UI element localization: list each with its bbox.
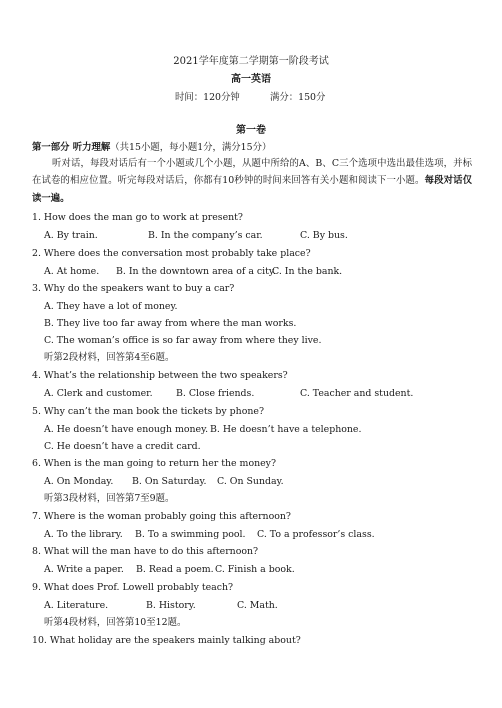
q3-option-b: B. They live too far away from where the man works. <box>44 318 297 329</box>
question-5: 5. Why can’t the man book the tickets by phone? <box>32 406 264 417</box>
question-9: 9. What does Prof. Lowell probably teach? <box>32 582 234 593</box>
q8-option-a: A. Write a paper. <box>44 564 124 575</box>
q8-option-c: C. Finish a book. <box>215 564 295 575</box>
instructions-text: 听对话，每段对话后有一个小题或几个小题，从题中所给的A、B、C三个选项中选出最佳选项，并标在试卷的相应位置。听完每段对话后，你都有10秒钟的时间来回答有关小题和阅读下一小题。 <box>32 158 472 187</box>
exam-title: 2021学年度第二学期第一阶段考试 <box>173 56 329 67</box>
question-8: 8. What will the man have to do this afternoon? <box>32 546 259 557</box>
q4-option-a: A. Clerk and customer. <box>44 388 153 399</box>
q2-option-a: A. At home. <box>44 266 100 277</box>
q2-option-c: C. In the bank. <box>272 266 343 277</box>
part1-title: 第一部分 听力理解 <box>32 142 111 153</box>
q1-option-b: B. In the company’s car. <box>148 230 263 241</box>
instructions-bold: 每段对话仅读一遍。 <box>32 175 472 204</box>
part1-heading <box>32 142 271 154</box>
q7-option-b: B. To a swimming pool. <box>135 529 246 540</box>
q5-option-a: A. He doesn’t have enough money. <box>44 424 209 435</box>
q3-option-a: A. They have a lot of money. <box>44 301 178 312</box>
q6-option-b: B. On Saturday. <box>132 476 207 487</box>
q4-option-b: B. Close friends. <box>176 388 255 399</box>
material-3: 听第3段材料，回答第7至9题。 <box>44 493 175 504</box>
q7-option-c: C. To a professor’s class. <box>257 529 375 540</box>
q1-option-a: A. By train. <box>44 230 98 241</box>
question-7: 7. Where is the woman probably going this afternoon? <box>32 511 291 522</box>
material-2: 听第2段材料，回答第4至6题。 <box>44 352 175 363</box>
question-4: 4. What’s the relationship between the two speakers? <box>32 370 288 381</box>
q9-option-b: B. History. <box>146 600 196 611</box>
question-3: 3. Why do the speakers want to buy a car? <box>32 283 235 294</box>
q3-option-c: C. The woman’s office is so far away from where they live. <box>44 335 322 346</box>
time-info: 时间：120分钟 <box>175 92 240 103</box>
q6-option-c: C. On Sunday. <box>217 476 284 487</box>
q2-option-b: B. In the downtown area of a city. <box>116 266 276 277</box>
q5-option-c: C. He doesn’t have a credit card. <box>44 441 201 452</box>
part1-note: （共15小题，每小题1分，满分15分） <box>110 142 272 153</box>
q9-option-a: A. Literature. <box>44 600 109 611</box>
q1-option-c: C. By bus. <box>300 230 348 241</box>
q7-option-a: A. To the library. <box>44 529 123 540</box>
score-info: 满分：150分 <box>270 92 326 103</box>
instructions-paragraph <box>32 155 472 207</box>
material-4: 听第4段材料，回答第10至12题。 <box>44 617 187 628</box>
q8-option-b: B. Read a poem. <box>136 564 214 575</box>
subject-title: 高一英语 <box>231 74 271 85</box>
q6-option-a: A. On Monday. <box>44 476 114 487</box>
q9-option-c: C. Math. <box>237 600 278 611</box>
volume-title: 第一卷 <box>236 125 266 136</box>
q4-option-c: C. Teacher and student. <box>300 388 414 399</box>
question-6: 6. When is the man going to return her the money? <box>32 458 276 469</box>
question-2: 2. Where does the conversation most probably take place? <box>32 248 311 259</box>
question-10: 10. What holiday are the speakers mainly talking about? <box>32 635 301 646</box>
question-1: 1. How does the man go to work at present? <box>32 212 243 223</box>
q5-option-b: B. He doesn’t have a telephone. <box>210 424 362 435</box>
